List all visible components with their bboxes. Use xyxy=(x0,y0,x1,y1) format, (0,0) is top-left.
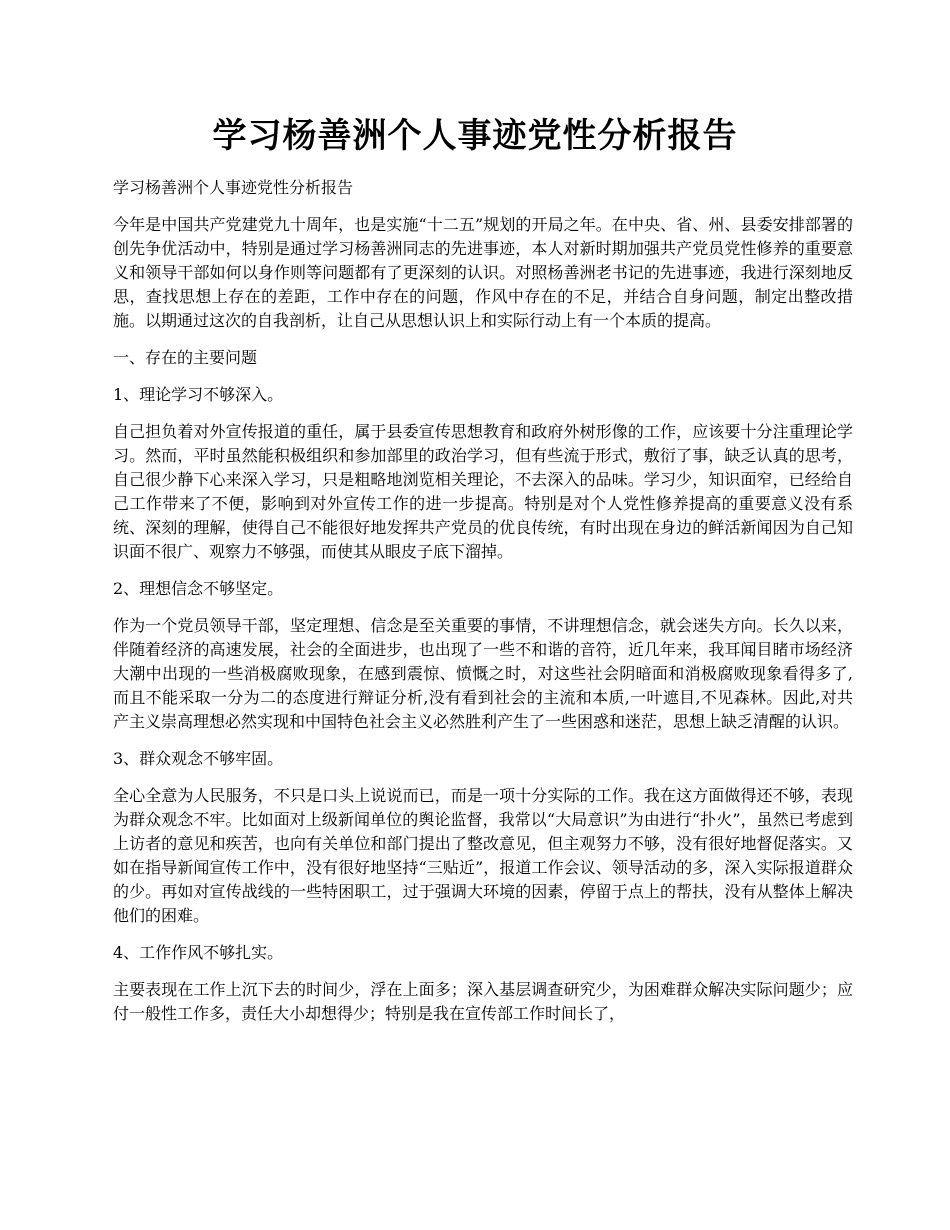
item-heading-3: 3、群众观念不够牢固。 xyxy=(113,749,284,768)
subtitle-paragraph: 学习杨善洲个人事迹党性分析报告 xyxy=(113,178,354,197)
item-body-3: 全心全意为人民服务，不只是口头上说说而已，而是一项十分实际的工作。我在这方面做得还不够，表现为群众观念不牢。比如面对上级新闻单位的舆论监督，我常以“大局意识”为由进行“扑火”，虽然已考虑到上访者的意见和疾苦，也向有关单位和部门提出了整改意见，但主观努力不够，没有很好地督促落实。又如在指导新闻宣传工作中，没有很好地坚持“三贴近”，报道工作会议、领导活动的多，深入实际报道群众的少。再如对宣传战线的一些特困职工，过于强调大环境的因素，停留于点上的帮扶，没有从整体上解决他们的困难。 xyxy=(113,786,853,925)
item-heading-1: 1、理论学习不够深入。 xyxy=(113,385,284,404)
item-body-1: 自己担负着对外宣传报道的重任，属于县委宣传思想教育和政府外树形像的工作，应该要十分注重理论学习。然而，平时虽然能积极组织和参加部里的政治学习，但有些流于形式，敷衍了事，缺乏认真的思考，自己很少静下心来深入学习，只是粗略地浏览相关理论，不去深入的品味。学习少，知识面窄，已经给自己工作带来了不便，影响到对外宣传工作的进一步提高。特别是对个人党性修养提高的重要意义没有系统、深刻的理解，使得自己不能很好地发挥共产党员的优良传统，有时出现在身边的鲜活新闻因为自己知识面不很广、观察力不够强，而使其从眼皮子底下溜掉。 xyxy=(113,422,853,561)
item-body-4: 主要表现在工作上沉下去的时间少，浮在上面多；深入基层调查研究少，为困难群众解决实际问题少；应付一般性工作多，责任大小却想得少；特别是我在宣传部工作时间长了， xyxy=(113,980,853,1023)
intro-paragraph: 今年是中国共产党建党九十周年，也是实施“十二五”规划的开局之年。在中央、省、州、县委安排部署的创先争优活动中，特别是通过学习杨善洲同志的先进事迹，本人对新时期加强共产党员党性修养的重要意义和领导干部如何以身作则等问题都有了更深刻的认识。对照杨善洲老书记的先进事迹，我进行深刻地反思，查找思想上存在的差距，工作中存在的问题，作风中存在的不足，并结合自身问题，制定出整改措施。以期通过这次的自我剖析，让自己从思想认识上和实际行动上有一个本质的提高。 xyxy=(113,215,853,330)
section-heading: 一、存在的主要问题 xyxy=(113,348,258,367)
item-heading-4: 4、工作作风不够扎实。 xyxy=(113,943,284,962)
document-body xyxy=(113,176,853,1039)
document-title: 学习杨善洲个人事迹党性分析报告 xyxy=(212,116,738,156)
item-heading-2: 2、理想信念不够坚定。 xyxy=(113,579,284,598)
item-body-2: 作为一个党员领导干部，坚定理想、信念是至关重要的事情，不讲理想信念，就会迷失方向。长久以来，伴随着经济的高速发展，社会的全面进步，也出现了一些不和谐的音符，近几年来，我耳闻目睹市场经济大潮中出现的一些消极腐败现象，在感到震惊、愤慨之时，对这些社会阴暗面和消极腐败现象看得多了,而且不能采取一分为二的态度进行辩证分析,没有看到社会的主流和本质,一叶遮目,不见森林。因此,对共产主义崇高理想必然实现和中国特色社会主义必然胜利产生了一些困惑和迷茫，思想上缺乏清醒的认识。 xyxy=(113,616,853,731)
